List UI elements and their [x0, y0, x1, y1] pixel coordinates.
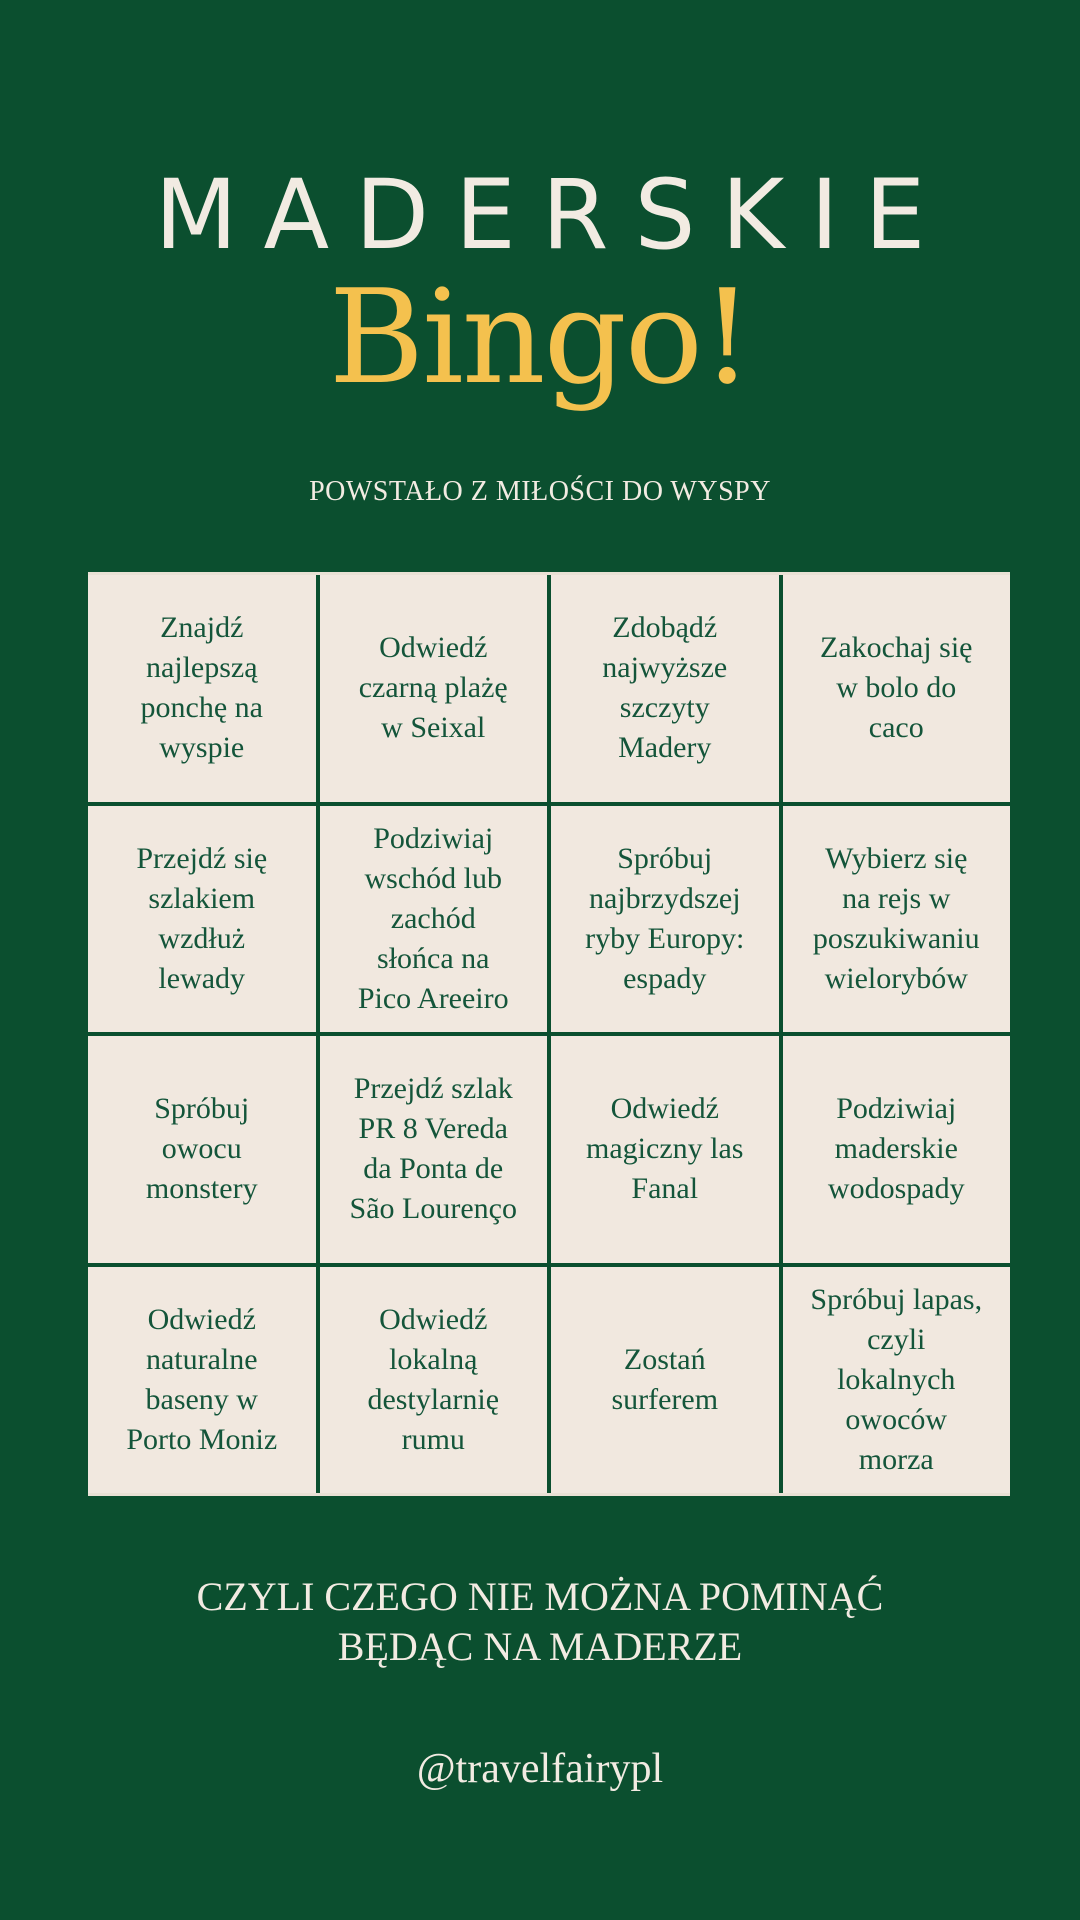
bingo-heading: Bingo!: [328, 261, 752, 413]
bingo-cell: Odwiedź naturalne baseny w Porto Moniz: [88, 1267, 316, 1494]
bingo-cell: Przejdź szlak PR 8 Vereda da Ponta de São Lourenço: [320, 1036, 548, 1263]
bingo-cell: Odwiedź czarną plażę w Seixal: [320, 575, 548, 802]
bingo-cell: Odwiedź magiczny las Fanal: [551, 1036, 779, 1263]
footer-text: CZYLI CZEGO NIE MOŻNA POMINĄĆ BĘDĄC NA MADERZE: [196, 1574, 884, 1669]
bingo-cell: Spróbuj owocu monstery: [88, 1036, 316, 1263]
bingo-cell: Znajdź najlepszą ponchę na wyspie: [88, 575, 316, 802]
bingo-cell: Spróbuj lapas, czyli lokalnych owoców morza: [783, 1267, 1011, 1494]
bingo-cell: Podziwiaj maderskie wodospady: [783, 1036, 1011, 1263]
bingo-cell: Podziwiaj wschód lub zachód słońca na Pico Areeiro: [320, 806, 548, 1033]
bingo-grid: [88, 572, 1010, 1496]
title: MADERSKIE: [154, 159, 952, 271]
bingo-cell: Spróbuj najbrzydszej ryby Europy: espady: [551, 806, 779, 1033]
bingo-cell: Zdobądź najwyższe szczyty Madery: [551, 575, 779, 802]
bingo-cell: Przejdź się szlakiem wzdłuż lewady: [88, 806, 316, 1033]
social-handle: @travelfairypl: [416, 1746, 664, 1792]
subtitle: POWSTAŁO Z MIŁOŚCI DO WYSPY: [309, 476, 771, 507]
bingo-cell: Odwiedź lokalną destylarnię rumu: [320, 1267, 548, 1494]
bingo-cell: Zostań surferem: [551, 1267, 779, 1494]
bingo-cell: Wybierz się na rejs w poszukiwaniu wielorybów: [783, 806, 1011, 1033]
bingo-cell: Zakochaj się w bolo do caco: [783, 575, 1011, 802]
